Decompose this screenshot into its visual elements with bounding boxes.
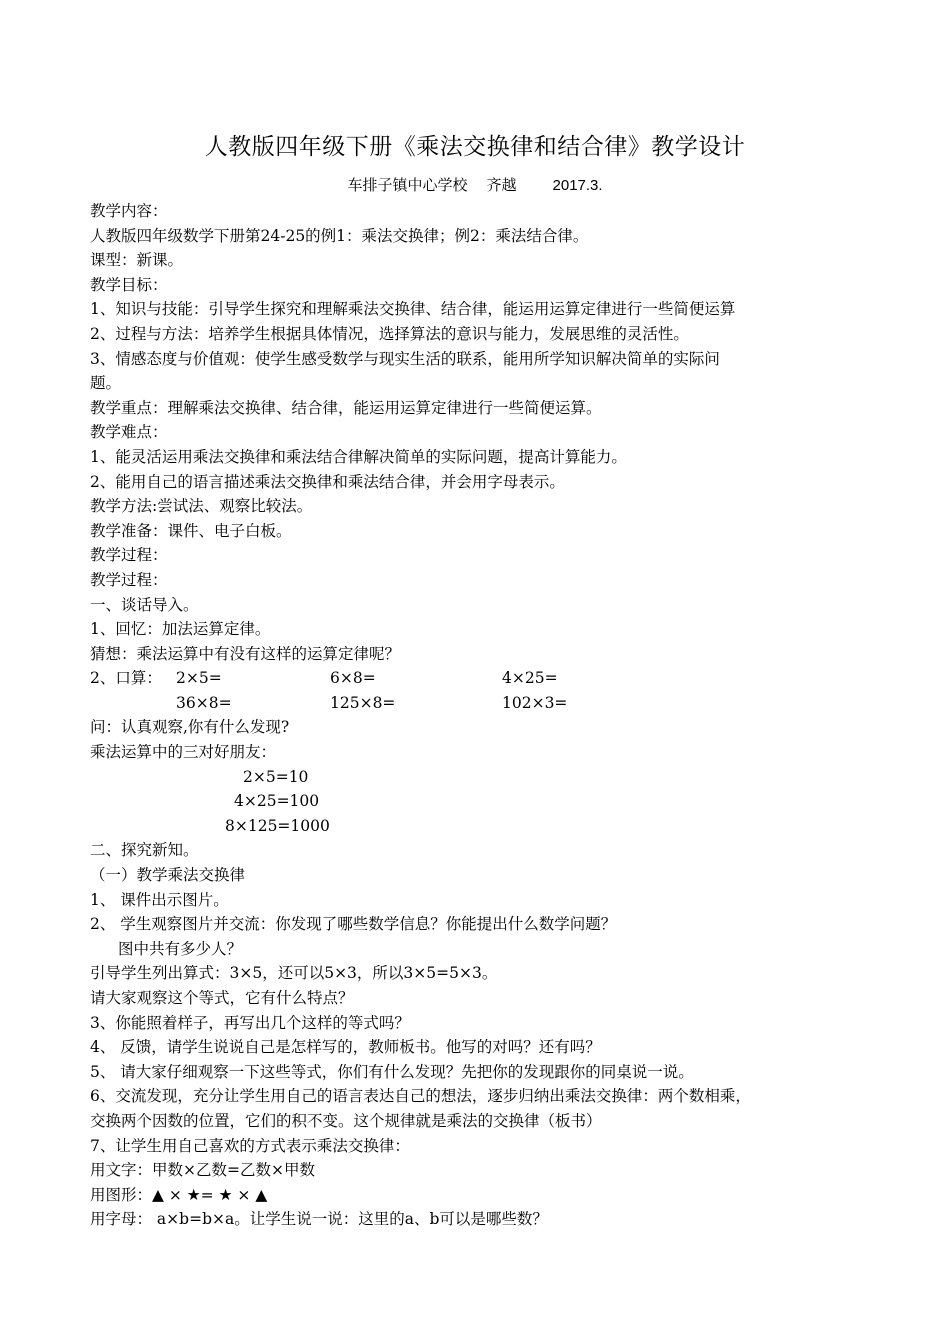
document-title: 人教版四年级下册《乘法交换律和结合律》教学设计 — [204, 134, 746, 160]
oral-calc-item: 102×3= — [502, 693, 568, 712]
equation-line: 2×5=10 — [243, 767, 309, 786]
oral-calc-item: 36×8= — [176, 693, 232, 712]
oral-calc-row-2 — [90, 691, 880, 716]
text-line: 2、过程与方法：培养学生根据具体情况，选择算法的意识与能力，发展思维的灵活性。 — [90, 324, 689, 343]
shape-expression: ▲ × ★= ★ × ▲ — [152, 1185, 268, 1204]
text-line: 二、探究新知。 — [90, 841, 199, 860]
document-date: 2017.3. — [552, 177, 603, 194]
text-line: 教学过程： — [90, 570, 168, 589]
text-line: 教学内容： — [90, 202, 168, 220]
oral-calc-label: 2、口算： — [90, 669, 162, 688]
text-line: 5、 请大家仔细观察一下这些等式，你们有什么发现？先把你的发现跟你的同桌说一说。 — [90, 1062, 694, 1081]
text-line: 引导学生列出算式：3×5，还可以5×3，所以3×5=5×3。 — [90, 964, 498, 983]
text-line: 1、回忆：加法运算定律。 — [90, 620, 271, 639]
oral-calc-item: 125×8= — [330, 693, 396, 712]
text-line: 请大家观察这个等式，它有什么特点？ — [90, 989, 354, 1007]
text-line: 课型：新课。 — [90, 251, 184, 270]
text-line: 教学过程： — [90, 546, 168, 565]
text-line: 3、你能照着样子，再写出几个这样的等式吗？ — [90, 1013, 410, 1032]
text-line: 1、能灵活运用乘法交换律和乘法结合律解决简单的实际问题，提高计算能力。 — [90, 447, 627, 466]
shape-label: 用图形： — [90, 1185, 153, 1204]
equation-line: 8×125=1000 — [225, 816, 330, 835]
shape-expression-line — [90, 1183, 880, 1208]
text-line: 用文字：甲数×乙数=乙数×甲数 — [90, 1161, 315, 1180]
text-line: 6、交流发现，充分让学生用自己的语言表达自己的想法，逐步归纳出乘法交换律：两个数相乘， — [90, 1087, 751, 1106]
text-line: 2、 学生观察图片并交流：你发现了哪些数学信息？你能提出什么数学问题？ — [90, 915, 617, 934]
text-line: 教学难点： — [90, 423, 168, 442]
text-line: 教学目标： — [90, 275, 168, 294]
text-line: 4、 反馈，请学生说说自己是怎样写的，教师板书。他写的对吗？还有吗？ — [90, 1038, 601, 1057]
text-line: 教学方法:尝试法、观察比较法。 — [90, 497, 313, 516]
oral-calc-row-1 — [90, 666, 880, 691]
text-line: 7、让学生用自己喜欢的方式表示乘法交换律： — [90, 1136, 410, 1155]
text-line: 猜想：乘法运算中有没有这样的运算定律呢？ — [90, 644, 401, 663]
text-line: 一、谈话导入。 — [90, 595, 199, 614]
text-line: 2、能用自己的语言描述乘法交换律和乘法结合律，并会用字母表示。 — [90, 472, 565, 491]
text-line: （一）教学乘法交换律 — [90, 866, 246, 885]
text-line: 1、 课件出示图片。 — [90, 890, 229, 909]
oral-calc-item: 6×8= — [330, 669, 376, 688]
oral-calc-item: 2×5= — [176, 669, 222, 688]
text-line: 1、知识与技能：引导学生探究和理解乘法交换律、结合律，能运用运算定律进行一些简便运算 — [90, 300, 736, 319]
oral-calc-item: 4×25= — [502, 669, 558, 688]
document-body — [90, 199, 880, 1232]
text-line: 3、情感态度与价值观：使学生感受数学与现实生活的联系，能用所学知识解决简单的实际问 — [90, 349, 720, 368]
text-line: 用字母： a×b=b×a。让学生说一说：这里的a、b可以是哪些数？ — [90, 1210, 548, 1229]
author-line — [0, 175, 950, 196]
text-line: 教学准备：课件、电子白板。 — [90, 521, 292, 540]
text-line: 问：认真观察,你有什么发现? — [90, 718, 290, 737]
author-school: 车排子镇中心学校 齐越 — [347, 176, 517, 194]
equation-line: 4×25=100 — [234, 792, 320, 811]
text-line: 题。 — [90, 374, 122, 393]
text-line: 人教版四年级数学下册第24-25的例1：乘法交换律；例2：乘法结合律。 — [90, 226, 589, 245]
text-line: 交换两个因数的位置，它们的积不变。这个规律就是乘法的交换律（板书） — [90, 1111, 602, 1130]
text-line: 乘法运算中的三对好朋友： — [90, 743, 277, 762]
text-line: 图中共有多少人？ — [118, 939, 243, 958]
text-line: 教学重点：理解乘法交换律、结合律，能运用运算定律进行一些简便运算。 — [90, 398, 602, 417]
